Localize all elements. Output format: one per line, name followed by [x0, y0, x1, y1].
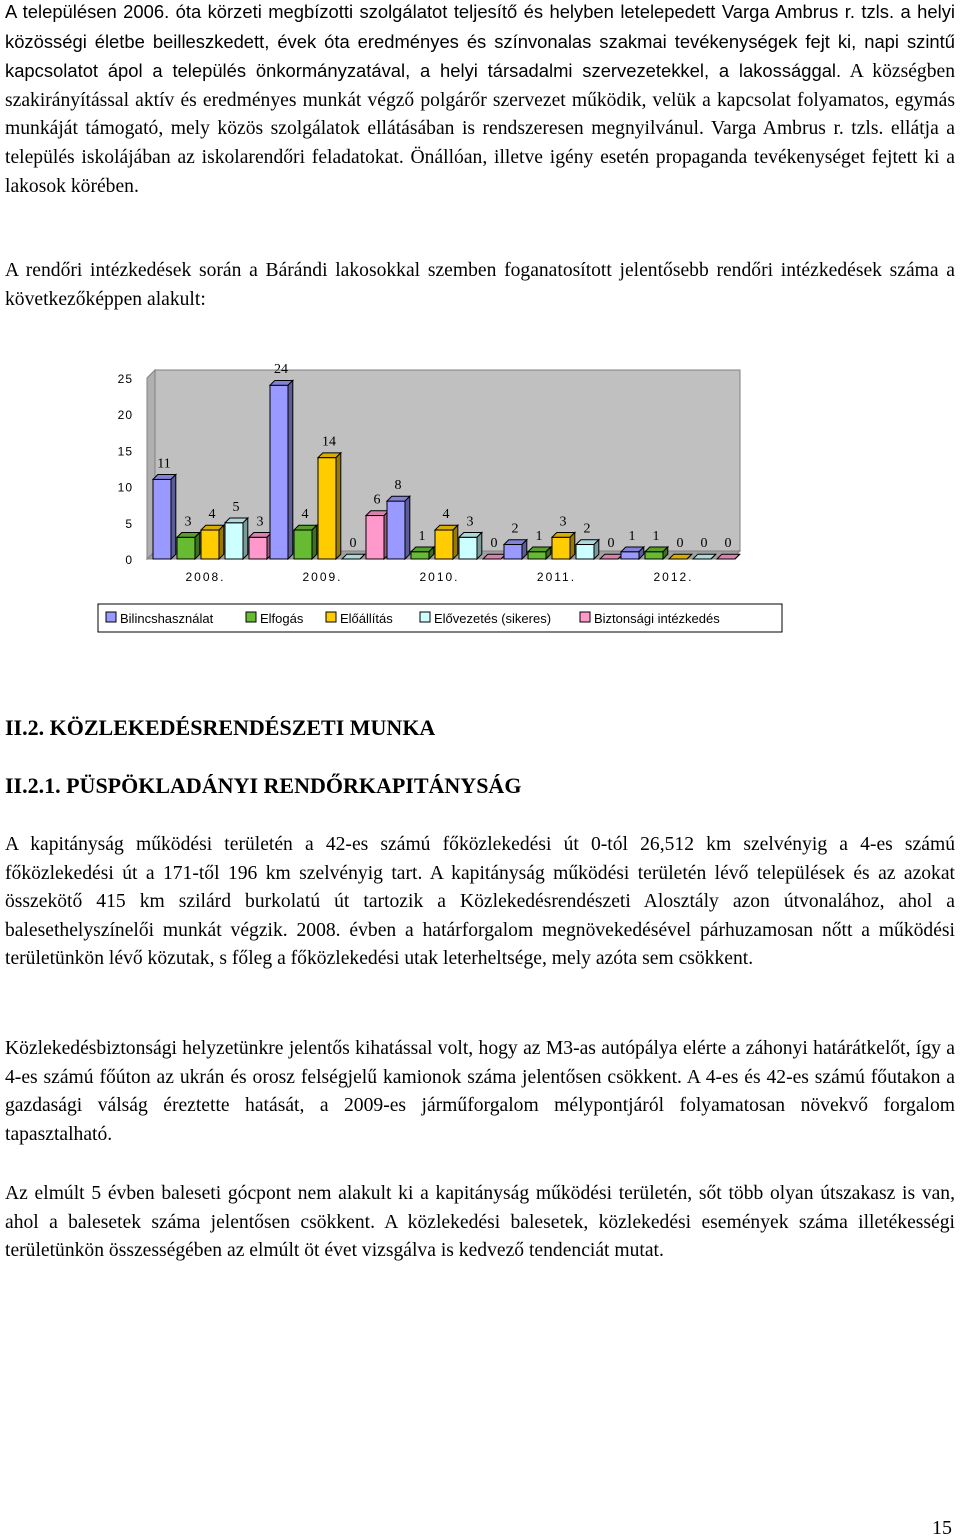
data-label: 8 — [395, 478, 402, 493]
y-tick-label: 25 — [118, 372, 133, 386]
bar-side — [312, 525, 317, 559]
bar — [366, 516, 384, 559]
bar — [153, 479, 171, 559]
data-label: 4 — [302, 507, 309, 522]
legend-label: Elővezetés (sikeres) — [434, 611, 551, 626]
data-label: 0 — [701, 536, 708, 551]
bar — [459, 537, 477, 559]
data-label: 24 — [274, 362, 288, 377]
x-tick-label: 2011. — [537, 570, 576, 584]
bar — [177, 537, 195, 559]
bar — [552, 537, 570, 559]
bar-side — [195, 532, 200, 559]
legend-swatch — [106, 612, 116, 622]
y-tick-label: 5 — [125, 517, 133, 531]
y-tick-label: 10 — [118, 481, 133, 495]
data-label: 1 — [536, 529, 543, 544]
data-label: 11 — [157, 456, 170, 471]
intro-paragraph — [5, 0, 955, 201]
data-label: 4 — [443, 507, 450, 522]
legend-label: Elfogás — [260, 611, 304, 626]
data-label: 6 — [374, 493, 381, 508]
district-paragraph: A kapitányság működési területén a 42-es számú főközlekedési út 0-tól 26,512 km szelvényig a 4-es számú főközlekedési út a 171-től 196 km szelvényig tart. A kapitányság működési területén lévő települések és az azokat összekötő 415 km szilárd burkolatú út tartozik a Közlekedésrendészeti Alosztály azon útvonalához, ahol a balesethelyszínelői munkát végzik. 2008. évben a határforgalom megnövekedésével párhuzamosan nőtt a működési területünkön lévő közutak, s főleg a főközlekedési utak leterheltsége, mely azóta sem csökkent. — [5, 831, 955, 974]
data-label: 3 — [185, 514, 192, 529]
measures-chart — [0, 340, 960, 660]
data-label: 0 — [608, 536, 615, 551]
data-label: 2 — [584, 522, 591, 537]
bar-side — [405, 496, 410, 559]
data-label: 2 — [512, 522, 519, 537]
bar-side — [477, 532, 482, 559]
bar — [294, 530, 312, 559]
x-tick-label: 2012. — [653, 570, 693, 584]
data-label: 3 — [257, 514, 264, 529]
bar — [225, 523, 243, 559]
data-label: 0 — [491, 536, 498, 551]
bar-side — [288, 380, 293, 559]
bar — [411, 552, 429, 559]
data-label: 14 — [322, 435, 336, 450]
bar-side — [219, 525, 224, 559]
bar — [621, 552, 639, 559]
accidents-paragraph: Az elmúlt 5 évben baleseti gócpont nem alakult ki a kapitányság működési területén, sőt több olyan útszakasz is van, ahol a balesetek száma jelentősen csökkent. A közlekedési balesetek, közlekedési események száma illetékességi területünkön összességében az elmúlt öt évet vizsgálva is kedvező tendenciát mutat. — [5, 1180, 955, 1266]
legend-swatch — [246, 612, 256, 622]
bar-side — [453, 525, 458, 559]
bar-side — [336, 453, 341, 559]
x-tick-label: 2009. — [302, 570, 342, 584]
data-label: 3 — [467, 514, 474, 529]
section-heading: II.2. KÖZLEKEDÉSRENDÉSZETI MUNKA — [5, 715, 435, 741]
data-label: 1 — [653, 529, 660, 544]
data-label: 0 — [350, 536, 357, 551]
intro-paragraph-part-a: A településen 2006. óta körzeti megbízotti szolgálatot teljesítő és helyben letelepedett Varga Ambrus r. tzls. — [5, 1, 894, 22]
y-tick-label: 0 — [125, 553, 133, 567]
intro-paragraph-part-c: A községben szakirányítással aktív és eredményes munkát végző polgárőr szervezet működik, velük a kapcsolat folyamatos, egymás munkáját támogató, mely közös szolgálatok ellátásában is rendszeresen megnyilvánul. Varga Ambrus r. tzls. ellátja a település iskolájában az iskolarendőri feladatokat. Önállóan, illetve igény esetén propaganda tevékenységet fejtett ki a lakosok körében. — [5, 61, 955, 196]
intro-paragraph-part-b: a helyi közösségi életbe beilleszkedett, évek óta eredményes és színvonalas szakmai tevékenységek fejt ki, napi szintű kapcsolatot ápol a település önkormányzatával, a helyi társadalmi szervezetekkel, a lakossággal. — [5, 1, 955, 81]
measures-paragraph: A rendőri intézkedések során a Bárándi lakosokkal szemben foganatosított jelentősebb rendőri intézkedések száma a következőképpen alakult: — [5, 257, 955, 314]
bar-side — [243, 518, 248, 559]
legend-label: Bilincshasználat — [120, 611, 214, 626]
data-label: 5 — [233, 500, 240, 515]
x-tick-label: 2008. — [185, 570, 225, 584]
data-label: 1 — [419, 529, 426, 544]
legend-swatch — [326, 612, 336, 622]
bar — [504, 545, 522, 559]
bar — [645, 552, 663, 559]
subsection-heading: II.2.1. PÜSPÖKLADÁNYI RENDŐRKAPITÁNYSÁG — [5, 773, 521, 799]
legend-swatch — [580, 612, 590, 622]
bar — [249, 537, 267, 559]
bar — [387, 501, 405, 559]
bar — [576, 545, 594, 559]
y-tick-label: 20 — [118, 408, 133, 422]
bar — [318, 458, 336, 559]
bar — [528, 552, 546, 559]
page-number: 15 — [932, 1517, 952, 1540]
x-tick-label: 2010. — [419, 570, 459, 584]
data-label: 0 — [725, 536, 732, 551]
data-label: 3 — [560, 514, 567, 529]
bar — [201, 530, 219, 559]
bar — [270, 385, 288, 559]
bar-side — [171, 475, 176, 559]
y-tick-label: 15 — [118, 444, 133, 458]
bar — [435, 530, 453, 559]
legend-label: Előállítás — [340, 611, 393, 626]
data-label: 1 — [629, 529, 636, 544]
legend-swatch — [420, 612, 430, 622]
bar-side — [570, 532, 575, 559]
legend-label: Biztonsági intézkedés — [594, 611, 720, 626]
traffic-safety-paragraph: Közlekedésbiztonsági helyzetünkre jelentős kihatással volt, hogy az M3-as autópálya elérte a záhonyi határátkelőt, így a 4-es számú főúton az ukrán és orosz felségjelű kamionok száma jelentősen csökkent. A 4-es és 42-es számú főutakon a gazdasági válság éreztette hatását, a 2009-es járműforgalom mélypontjáról folyamatosan növekvő forgalom tapasztalható. — [5, 1035, 955, 1149]
data-label: 4 — [209, 507, 216, 522]
data-label: 0 — [677, 536, 684, 551]
